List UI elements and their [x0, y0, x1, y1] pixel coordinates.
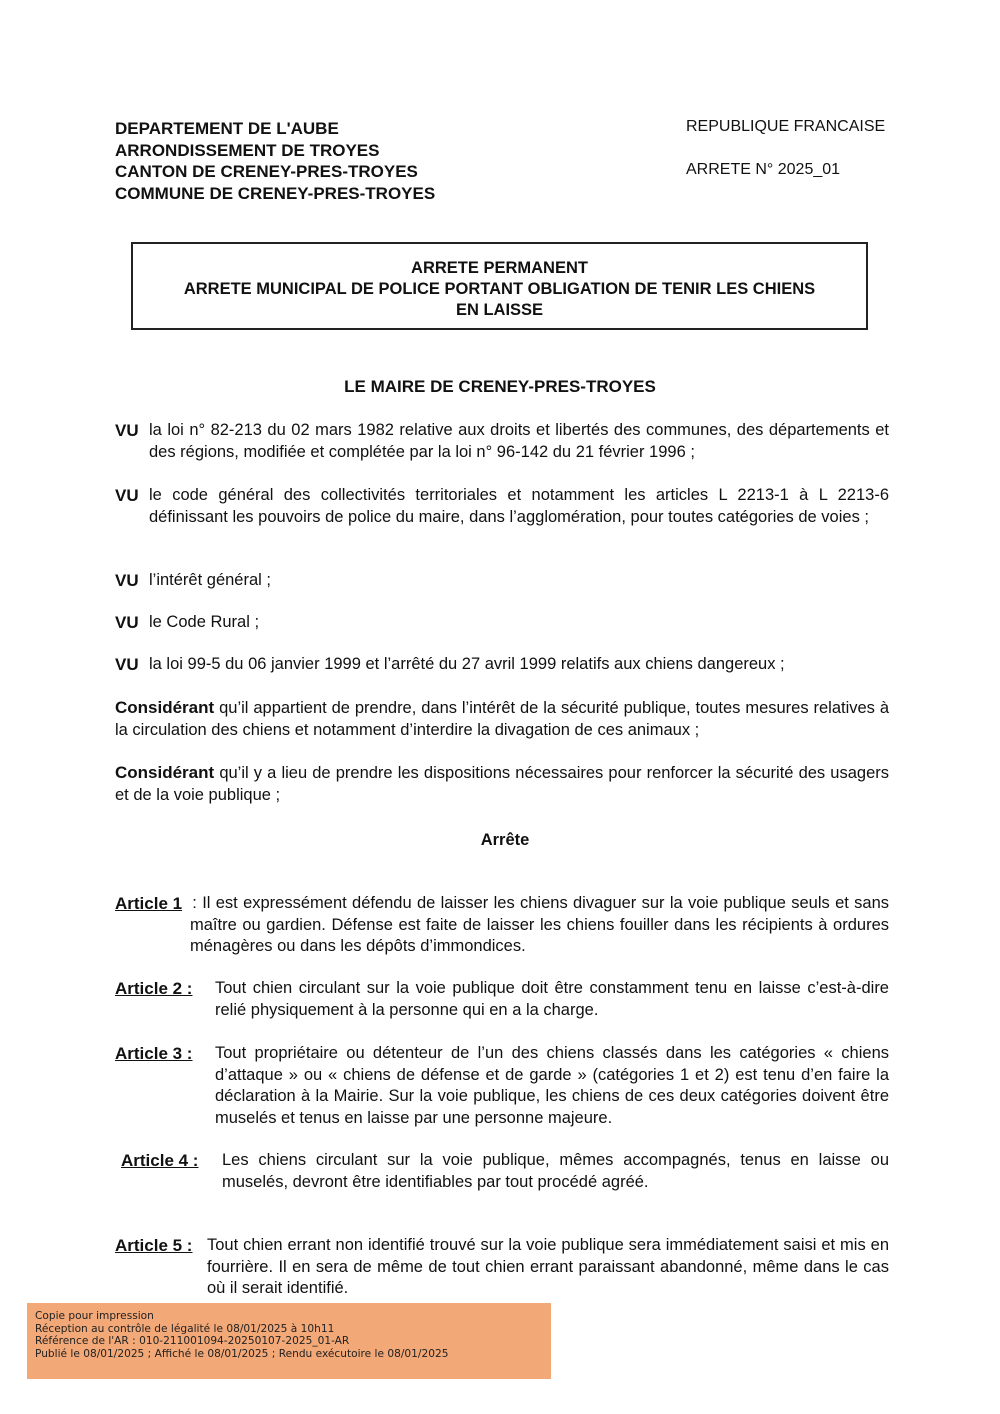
commune-line: COMMUNE DE CRENEY-PRES-TROYES [115, 183, 436, 203]
canton-line: CANTON DE CRENEY-PRES-TROYES [115, 162, 418, 181]
article-label: Article 1 [115, 894, 183, 913]
departement-line: DEPARTEMENT DE L'AUBE [115, 119, 339, 138]
considerant-1 [115, 697, 889, 741]
title-line-2: ARRETE MUNICIPAL DE POLICE PORTANT OBLIGATION DE TENIR LES CHIENS [183, 280, 816, 298]
article-label: Article 5 : [115, 1236, 193, 1255]
vu-clause-3 [115, 570, 889, 592]
vu-keyword: VU [115, 421, 139, 440]
article-text: Tout chien circulant sur la voie publique doit être constamment tenu en laisse c’est-à-dire relié physiquement à la personne qui en a la charge. [215, 979, 889, 1019]
title-line-3: EN LAISSE [455, 301, 544, 319]
vu-keyword: VU [115, 613, 139, 632]
arrete-number: ARRETE N° 2025_01 [686, 161, 841, 178]
vu-clause-4 [115, 612, 889, 634]
administrative-header [115, 118, 435, 204]
article-text: Tout chien errant non identifié trouvé sur la voie publique sera immédiatement saisi et mis en fourrière. Il en sera de même de tout chien errant paraissant abandonné, même dans le cas où il serait identifié. [207, 1236, 889, 1297]
article-label: Article 3 : [115, 1044, 193, 1063]
arrondissement-line: ARRONDISSEMENT DE TROYES [115, 140, 380, 160]
considerant-keyword: Considérant [115, 763, 215, 782]
article-2 [115, 978, 889, 1021]
stamp-line-1: Copie pour impression [35, 1310, 154, 1322]
stamp-line-2: Réception au contrôle de légalité le 08/01/2025 à 10h11 [35, 1322, 335, 1335]
title-line-1: ARRETE PERMANENT [411, 259, 588, 277]
considerant-text: qu’il y a lieu de prendre les dispositions nécessaires pour renforcer la sécurité des usagers et de la voie publique ; [115, 764, 889, 804]
vu-keyword: VU [115, 486, 139, 505]
vu-text: la loi n° 82-213 du 02 mars 1982 relative aux droits et libertés des communes, des départements et des régions, modifiée et complétée par la loi n° 96-142 du 21 février 1996 ; [149, 421, 889, 461]
maire-heading: LE MAIRE DE CRENEY-PRES-TROYES [344, 377, 656, 396]
article-text: : Il est expressément défendu de laisser les chiens divaguer sur la voie publique seuls et sans maître ou gardien. Défense est faite de laisser les chiens fouiller dans les récipients à ordures ménagères ou dans les dépôts d’immondices. [187, 894, 889, 955]
legality-stamp [27, 1303, 551, 1379]
considerant-keyword: Considérant [115, 698, 215, 717]
vu-keyword: VU [115, 655, 139, 674]
arrete-heading: Arrête [480, 831, 530, 849]
article-3 [115, 1043, 889, 1129]
article-1 [115, 893, 889, 958]
vu-text: l’intérêt général ; [149, 571, 271, 589]
article-5 [115, 1235, 889, 1300]
considerant-text: qu’il appartient de prendre, dans l’intérêt de la sécurité publique, toutes mesures relatives à la circulation des chiens et notamment d’interdire la divagation de ces animaux ; [115, 699, 890, 739]
vu-text: la loi 99-5 du 06 janvier 1999 et l’arrêté du 27 avril 1999 relatifs aux chiens dangereux ; [149, 655, 785, 673]
vu-keyword: VU [115, 571, 139, 590]
article-4 [121, 1150, 889, 1193]
vu-text: le code général des collectivités territoriales et notamment les articles L 2213-1 à L 2213-6 définissant les pouvoirs de police du maire, dans l’agglomération, pour toutes catégories de voies ; [149, 486, 889, 526]
stamp-line-4: Publié le 08/01/2025 ; Affiché le 08/01/2025 ; Rendu exécutoire le 08/01/2025 [35, 1347, 449, 1360]
article-label: Article 4 : [121, 1151, 199, 1170]
vu-clause-1 [115, 420, 889, 463]
considerant-2 [115, 762, 889, 806]
vu-text: le Code Rural ; [149, 613, 260, 631]
republique-label: REPUBLIQUE FRANCAISE [686, 118, 886, 135]
article-label: Article 2 : [115, 979, 193, 998]
article-text: Les chiens circulant sur la voie publique, mêmes accompagnés, tenus en laisse ou muselés, devront être identifiables par tout procédé agréé. [222, 1151, 889, 1191]
stamp-line-3: Référence de l'AR : 010-211001094-20250107-2025_01-AR [35, 1335, 350, 1348]
vu-clause-5 [115, 654, 889, 676]
vu-clause-2 [115, 485, 889, 528]
article-text: Tout propriétaire ou détenteur de l’un des chiens classés dans les catégories « chiens d’attaque » ou « chiens de défense et de garde » (catégories 1 et 2) est tenu d’en faire la déclaration à la Mairie. Sur la voie publique, les chiens de ces deux catégories doivent être muselés et tenus en laisse par une personne majeure. [215, 1044, 889, 1127]
title-box [131, 242, 868, 330]
